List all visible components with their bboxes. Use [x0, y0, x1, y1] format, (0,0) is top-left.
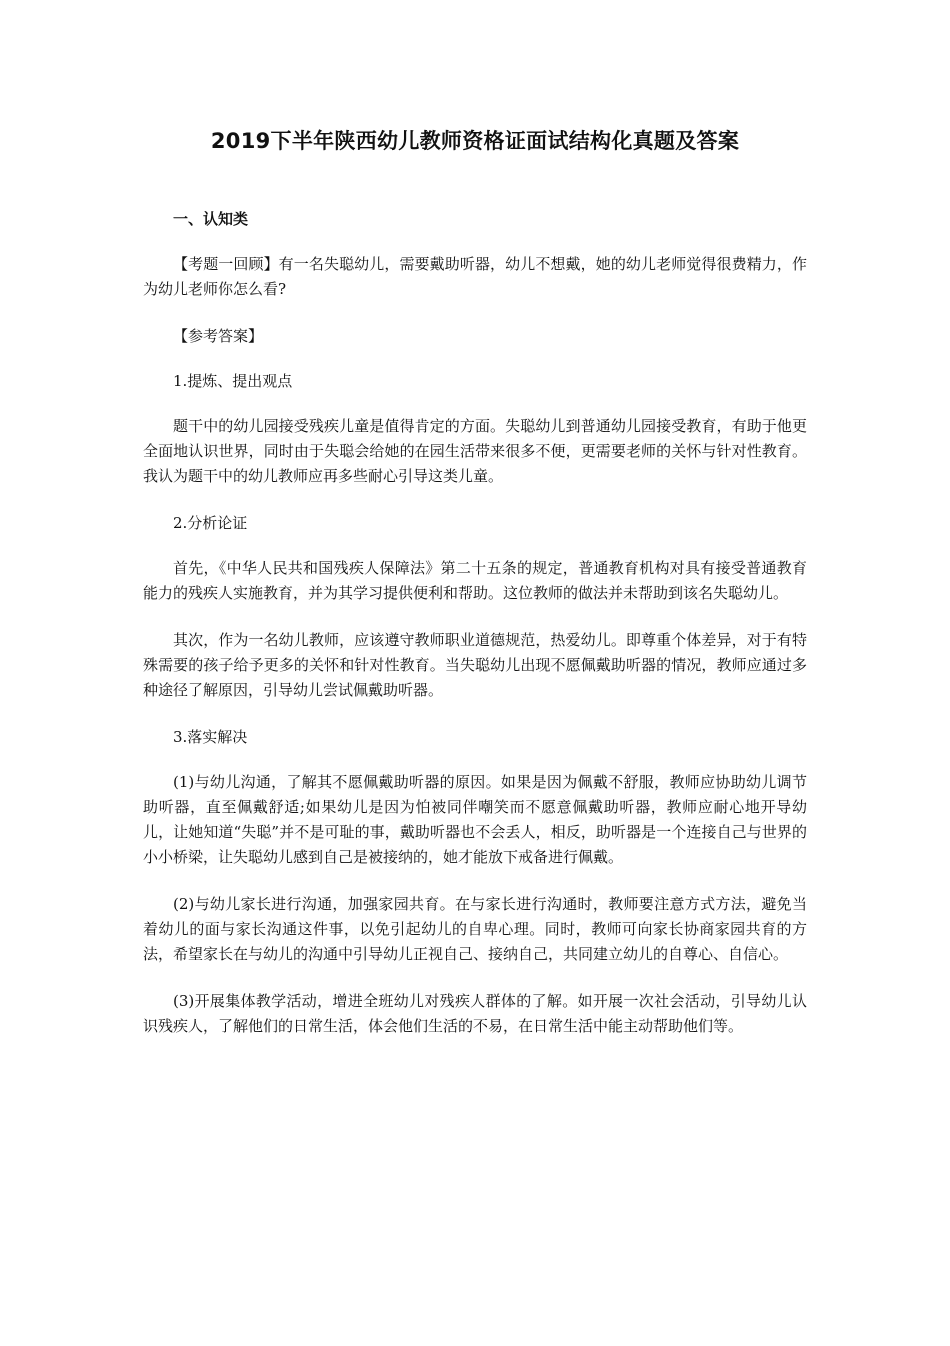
step3-item-3: (3)开展集体教学活动，增进全班幼儿对残疾人群体的了解。如开展一次社会活动，引导幼儿认识残疾人，了解他们的日常生活，体会他们生活的不易，在日常生活中能主动帮助他们等。 — [143, 992, 807, 1035]
step1-heading: 1.提炼、提出观点 — [173, 372, 293, 390]
document-title: 2019下半年陕西幼儿教师资格证面试结构化真题及答案 — [210, 129, 740, 153]
step1-paragraph: 题干中的幼儿园接受残疾儿童是值得肯定的方面。失聪幼儿到普通幼儿园接受教育，有助于他更全面地认识世界，同时由于失聪会给她的在园生活带来很多不便，更需要老师的关怀与针对性教育。我认为题干中的幼儿教师应再多些耐心引导这类儿童。 — [143, 417, 807, 485]
step3-item-2: (2)与幼儿家长进行沟通，加强家园共育。在与家长进行沟通时，教师要注意方式方法，避免当着幼儿的面与家长沟通这件事，以免引起幼儿的自卑心理。同时，教师可向家长协商家园共育的方法，希望家长在与幼儿的沟通中引导幼儿正视自己、接纳自己，共同建立幼儿的自尊心、自信心。 — [143, 895, 807, 963]
step2-paragraph-1: 首先，《中华人民共和国残疾人保障法》第二十五条的规定，普通教育机构对具有接受普通教育能力的残疾人实施教育，并为其学习提供便利和帮助。这位教师的做法并未帮助到该名失聪幼儿。 — [143, 559, 807, 602]
step2-heading: 2.分析论证 — [173, 514, 248, 532]
step3-item-1: (1)与幼儿沟通，了解其不愿佩戴助听器的原因。如果是因为佩戴不舒服，教师应协助幼儿调节助听器，直至佩戴舒适;如果幼儿是因为怕被同伴嘲笑而不愿意佩戴助听器，教师应耐心地开导幼儿，让她知道“失聪”并不是可耻的事，戴助听器也不会丢人，相反，助听器是一个连接自己与世界的小小桥梁，让失聪幼儿感到自己是被接纳的，她才能放下戒备进行佩戴。 — [143, 773, 807, 866]
step3-heading: 3.落实解决 — [173, 728, 248, 746]
section-heading: 一、认知类 — [173, 210, 249, 228]
answer-label: 【参考答案】 — [173, 327, 264, 345]
question-paragraph: 【考题一回顾】有一名失聪幼儿，需要戴助听器，幼儿不想戴，她的幼儿老师觉得很费精力，作为幼儿老师你怎么看? — [143, 255, 807, 298]
step2-paragraph-2: 其次，作为一名幼儿教师，应该遵守教师职业道德规范，热爱幼儿。即尊重个体差异，对于有特殊需要的孩子给予更多的关怀和针对性教育。当失聪幼儿出现不愿佩戴助听器的情况，教师应通过多种途径了解原因，引导幼儿尝试佩戴助听器。 — [143, 631, 807, 699]
